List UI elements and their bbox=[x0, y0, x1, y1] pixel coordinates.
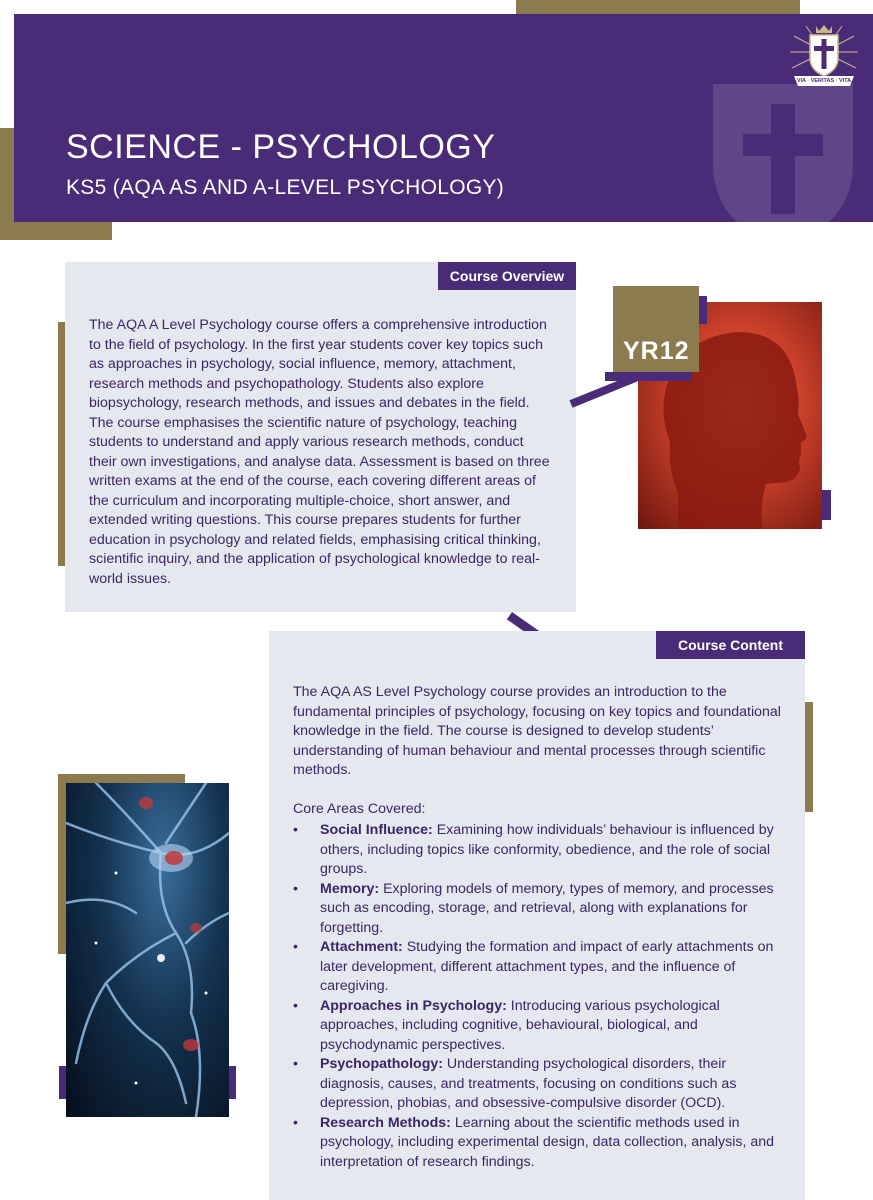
overview-label: Course Overview bbox=[438, 262, 576, 290]
content-intro: The AQA AS Level Psychology course provides an introduction to the fundamental principles of psychology, focusing on key topics and foundational knowledge in the field. The course is designed to develop students’ understanding of human behaviour and mental processes through scientific methods. bbox=[293, 684, 781, 778]
area-term: Research Methods: bbox=[320, 1114, 451, 1131]
content-panel bbox=[269, 631, 805, 1200]
content-right-accent bbox=[805, 702, 813, 812]
area-desc: Understanding psychological disorders, their diagnosis, causes, and treatments, focusing on conditions such as depression, phobias, and obsessive-compulsive disorder (OCD). bbox=[320, 1056, 737, 1111]
list-item bbox=[293, 880, 789, 939]
year-badge-text: YR12 bbox=[623, 337, 690, 365]
area-term: Approaches in Psychology: bbox=[320, 997, 507, 1014]
year-badge bbox=[613, 286, 699, 372]
core-areas-heading: Core Areas Covered: bbox=[293, 800, 426, 817]
school-crest bbox=[786, 22, 862, 92]
content-label: Course Content bbox=[656, 631, 805, 659]
top-gold-bar bbox=[516, 0, 800, 14]
area-desc: Examining how individuals’ behaviour is influenced by others, including topics like conformity, obedience, and the role of social groups. bbox=[320, 822, 774, 877]
area-term: Psychopathology: bbox=[320, 1056, 443, 1072]
neuron-image bbox=[66, 783, 229, 1117]
year-badge-shadow-bottom bbox=[605, 372, 691, 381]
list-item bbox=[293, 997, 789, 1056]
area-desc: Introducing various psychological approaches, including cognitive, behavioural, biological, and psychodynamic perspectives. bbox=[320, 997, 720, 1053]
bullet: • bbox=[293, 997, 298, 1014]
list-item bbox=[293, 938, 789, 997]
bullet: • bbox=[293, 1056, 298, 1072]
page-title: SCIENCE - PSYCHOLOGY bbox=[66, 128, 496, 166]
bullet: • bbox=[293, 939, 298, 955]
neuron-network-icon bbox=[66, 783, 229, 1117]
overview-panel bbox=[65, 262, 576, 612]
list-item bbox=[293, 1114, 789, 1173]
neuron-image-accent-right bbox=[228, 1066, 236, 1099]
bullet: • bbox=[293, 1114, 298, 1131]
area-term: Social Influence: bbox=[320, 822, 433, 838]
bullet: • bbox=[293, 880, 298, 897]
area-desc: Exploring models of memory, types of memory, and processes such as encoding, storage, and retrieval, along with explanations for forgetting. bbox=[320, 880, 774, 936]
core-areas-list bbox=[293, 821, 789, 1172]
area-desc: Learning about the scientific methods used in psychology, including experimental design, data collection, analysis, and interpretation of research findings. bbox=[320, 1114, 775, 1170]
crest-motto: VIA · VERITAS · VITA bbox=[796, 78, 852, 84]
overview-text: The AQA A Level Psychology course offers a comprehensive introduction to the field of psychology. In the first year students cover key topics such as approaches in psychology, social influence, memory, attachment, research methods and psychopathology. Students also explore biopsychology, research methods, and issues and debates in the field. The course emphasises the scientific nature of psychology, teaching students to understand and apply various research methods, conduct their own investigations, and analyse data. Assessment is based on three written exams at the end of the course, each covering different areas of the curriculum and incorporating multiple-choice, short answer, and extended writing questions. This course prepares students for further education in psychology and related fields, emphasising critical thinking, scientific inquiry, and the application of psychological knowledge to real-world issues. bbox=[89, 317, 550, 587]
content-body bbox=[293, 683, 789, 1172]
list-item bbox=[293, 1055, 789, 1114]
area-term: Memory: bbox=[320, 880, 380, 897]
area-term: Attachment: bbox=[320, 939, 403, 955]
page-subtitle: KS5 (AQA AS AND A-LEVEL PSYCHOLOGY) bbox=[66, 176, 505, 199]
year-badge-shadow-top bbox=[698, 296, 707, 324]
list-item bbox=[293, 821, 789, 880]
area-desc: Studying the formation and impact of early attachments on later development, different attachment types, and the influence of caregiving. bbox=[320, 939, 774, 994]
bullet: • bbox=[293, 822, 298, 838]
